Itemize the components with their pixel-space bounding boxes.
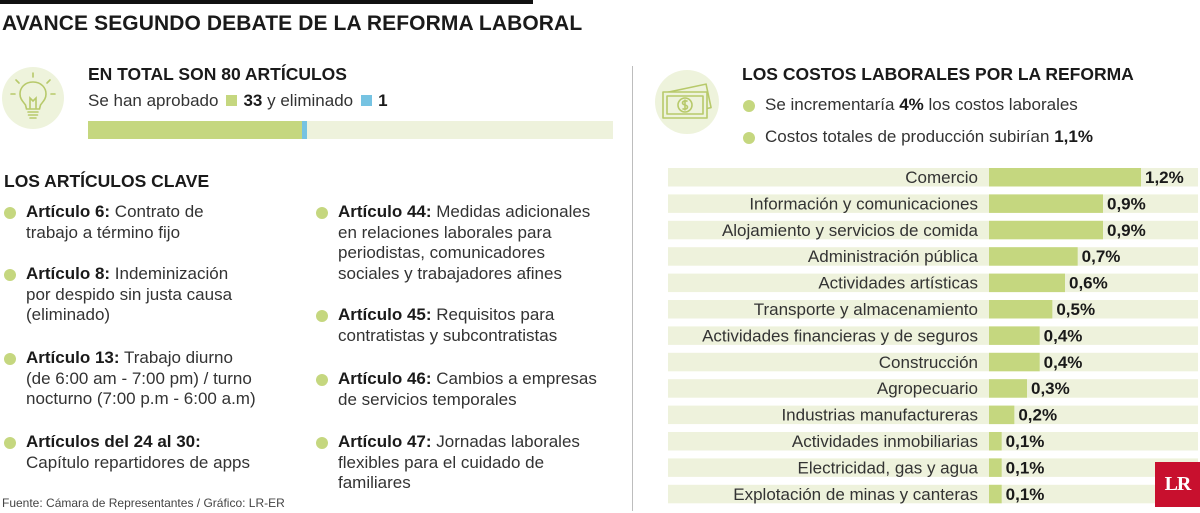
article-text: (de 6:00 am - 7:00 pm) / turno — [26, 368, 252, 388]
cost-text: los costos laborales — [928, 95, 1078, 114]
chart-bar — [989, 485, 1002, 504]
chart-bar — [989, 406, 1014, 425]
article-text: en relaciones laborales para — [338, 222, 552, 242]
chart-bar — [989, 432, 1002, 451]
chart-value-label: 0,3% — [1031, 379, 1070, 399]
article-text: Contrato de — [114, 202, 204, 221]
chart-value-label: 0,4% — [1043, 326, 1083, 346]
article-label: Artículo 47: — [338, 432, 432, 451]
cost-text: Costos totales de producción subirían — [765, 127, 1050, 146]
chart-value-label: 0,1% — [1005, 432, 1045, 451]
article-text: periodistas, comunicadores — [338, 243, 545, 262]
article-label: Artículo 44: — [338, 202, 432, 221]
chart-value-label: 0,9% — [1107, 220, 1146, 240]
chart-bar — [989, 326, 1040, 345]
chart-value-label: 0,1% — [1005, 458, 1045, 478]
chart-bar — [989, 353, 1040, 372]
article-label: Artículo 8: — [26, 264, 111, 283]
chart-bar — [989, 458, 1002, 477]
lr-logo: LR — [1155, 462, 1200, 507]
chart-category-label: Industrias manufactureras — [781, 405, 978, 425]
chart-category-label: Alojamiento y servicios de comida — [721, 220, 978, 240]
chart-category-label: Construcción — [878, 352, 978, 372]
chart-bar — [989, 300, 1052, 319]
approved-count: 33 — [243, 91, 263, 110]
article-text: trabajo a término fijo — [26, 222, 181, 242]
chart-value-label: 0,9% — [1107, 194, 1146, 214]
chart-value-label: 0,6% — [1069, 273, 1108, 293]
article-text: Medidas adicionales — [436, 202, 591, 221]
chart-value-label: 0,5% — [1056, 300, 1096, 319]
cost-value: 1,1% — [1054, 127, 1093, 146]
chart-value-label: 0,7% — [1081, 247, 1121, 267]
article-text: (eliminado) — [26, 305, 111, 324]
chart-category-label: Actividades artísticas — [818, 273, 978, 293]
chart-value-label: 0,1% — [1005, 484, 1045, 504]
article-text: contratistas y subcontratistas — [338, 325, 558, 345]
costs-title: LOS COSTOS LABORALES POR LA REFORMA — [742, 64, 1134, 84]
article-text: Requisitos para — [436, 305, 555, 324]
article-text: familiares — [338, 473, 411, 492]
eliminated-prefix: y eliminado — [267, 91, 354, 110]
chart-bar — [989, 194, 1103, 213]
article-text: sociales y trabajadores afines — [338, 263, 562, 283]
article-label: Artículo 6: — [26, 202, 111, 221]
eliminated-count: 1 — [378, 91, 388, 110]
chart-category-label: Transporte y almacenamiento — [753, 300, 978, 319]
chart-category-label: Actividades financieras y de seguros — [702, 326, 978, 346]
main-title: AVANCE SEGUNDO DEBATE DE LA REFORMA LABORAL — [2, 12, 583, 35]
article-label: Artículo 46: — [338, 369, 432, 388]
chart-category-label: Información y comunicaciones — [749, 194, 978, 214]
key-articles-title: LOS ARTÍCULOS CLAVE — [4, 171, 210, 191]
article-label: Artículo 45: — [338, 305, 432, 324]
chart-bar — [989, 274, 1065, 293]
article-text: Jornadas laborales — [436, 432, 580, 451]
chart-category-label: Agropecuario — [876, 379, 978, 399]
chart-category-label: Electricidad, gas y agua — [797, 458, 978, 478]
chart-value-label: 1,2% — [1145, 168, 1184, 187]
approved-prefix: Se han aprobado — [88, 91, 219, 110]
article-text: Indeminización — [114, 264, 229, 283]
cost-text: Se incrementaría — [765, 95, 895, 114]
cost-value: 4% — [899, 95, 924, 114]
article-text: por despido sin justa causa — [26, 284, 233, 304]
article-text: nocturno (7:00 p.m - 6:00 a.m) — [26, 389, 256, 408]
article-text: flexibles para el cuidado de — [338, 452, 545, 472]
article-label: Artículo 13: — [26, 348, 120, 367]
article-text: Cambios a empresas — [436, 369, 597, 388]
chart-value-label: 0,4% — [1043, 352, 1083, 372]
article-text: Trabajo diurno — [123, 348, 233, 367]
chart-category-label: Explotación de minas y canteras — [733, 484, 978, 504]
chart-category-label: Actividades inmobiliarias — [791, 432, 978, 451]
chart-bar — [989, 168, 1141, 187]
chart-bar — [989, 221, 1103, 240]
article-text: Capítulo repartidores de apps — [26, 452, 250, 472]
chart-category-label: Comercio — [905, 168, 978, 187]
article-label: Artículos del 24 al 30: — [26, 432, 201, 451]
source-note: Fuente: Cámara de Representantes / Gráfico: LR-ER — [2, 496, 285, 510]
chart-value-label: 0,2% — [1018, 405, 1058, 425]
chart-bar — [989, 247, 1078, 266]
chart-category-label: Administración pública — [807, 247, 978, 267]
article-text: de servicios temporales — [338, 389, 517, 409]
total-title: EN TOTAL SON 80 ARTÍCULOS — [88, 64, 347, 84]
chart-bar — [989, 379, 1027, 398]
